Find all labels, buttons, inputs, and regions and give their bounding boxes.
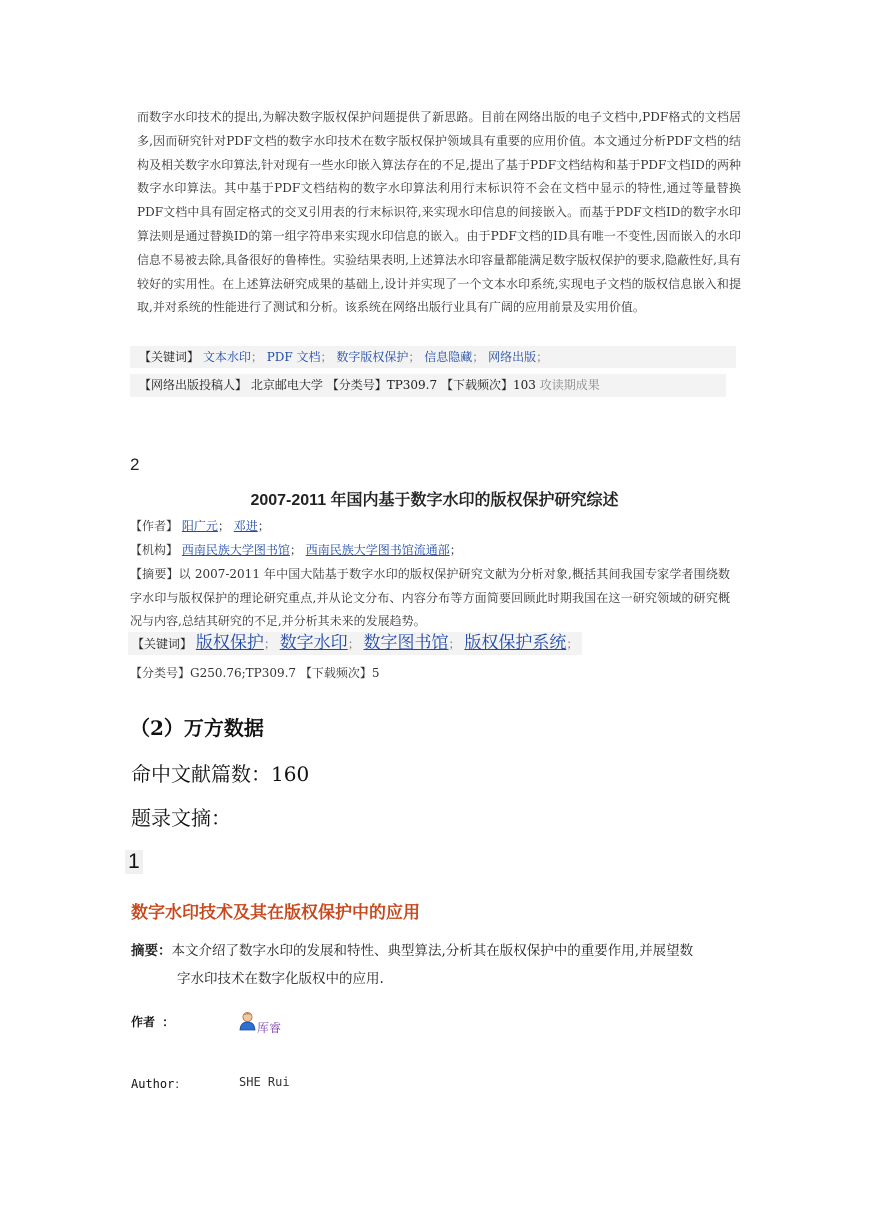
item-number: 1 [125,850,143,874]
paper-title-link[interactable]: 数字水印技术及其在版权保护中的应用 [131,903,420,923]
keyword-link[interactable]: 数字图书馆 [363,633,449,653]
hit-count: 命中文献篇数：160 [131,762,310,786]
abstract-block [130,563,730,634]
person-icon [239,1011,256,1031]
keyword-link[interactable]: 文本水印 [202,350,251,364]
paper-title: 2007-2011 年国内基于数字水印的版权保护研究综述 [250,492,619,509]
class-value: G250.76;TP309.7 [190,666,297,680]
abstract-text: 以 2007-2011 年中国大陆基于数字水印的版权保护研究文献为分析对象,概括其间我国专家学者围绕数字水印与版权保护的理论研究重点,并从论文分布、内容分布等方面简要回顾此时期我国在这一研究领域的研究概况与内容,总结其研究的不足,并分析其未来的发展趋势。 [130,567,730,628]
section-heading: （2）万方数据 [130,716,264,740]
abstract-line: 本文介绍了数字水印的发展和特性、典型算法,分析其在版权保护中的重要作用,并展望数 [171,943,694,959]
keyword-link[interactable]: 版权保护 [195,633,264,653]
keywords-label: 【关键词】 [139,350,200,364]
keywords-label: 【关键词】 [132,637,193,651]
keyword-link[interactable]: 信息隐藏 [424,350,473,364]
submitter-label: 【网络出版投稿人】 [139,378,248,392]
keywords-bar: 【关键词】 版权保护； 数字水印； 数字图书馆； 版权保护系统； [128,632,582,655]
downloads-value: 5 [371,666,380,680]
author-link[interactable]: 阳广元 [181,519,218,533]
author-label: 【作者】 [130,519,179,533]
downloads-label: 【下载频次】 [299,666,372,680]
author-link[interactable]: 厍睿 [257,1021,282,1035]
class-value: TP309.7 [386,378,438,392]
author-label: 作者 ： [131,1015,175,1029]
author-line: 【作者】 阳广元； 邓进； [130,519,270,533]
author-en-value: SHE Rui [239,1075,290,1089]
abstract-list-label: 题录文摘： [131,806,231,830]
downloads-value: 103 [512,378,536,392]
related-link[interactable]: 攻读期成果 [539,378,600,392]
keyword-link[interactable]: 网络出版 [488,350,537,364]
org-link[interactable]: 西南民族大学图书馆 [181,543,290,557]
author-link[interactable]: 邓进 [233,519,258,533]
org-link[interactable]: 西南民族大学图书馆流通部 [305,543,450,557]
class-line [130,664,380,681]
keyword-link[interactable]: 版权保护系统 [464,633,567,653]
abstract-label: 摘要： [131,943,172,959]
item-number: 2 [130,455,140,474]
abstract-label: 【摘要】 [130,567,179,581]
org-line: 【机构】 西南民族大学图书馆； 西南民族大学图书馆流通部； [130,543,462,557]
abstract-paragraph: 而数字水印技术的提出,为解决数字版权保护问题提供了新思路。目前在网络出版的电子文档中,PDF格式的文档居多,因而研究针对PDF文档的数字水印技术在数字版权保护领域具有重要的应用价值。本文通过分析PDF文档的结构及相关数字水印算法,针对现有一些水印嵌入算法存在的不足,提出了基于PDF文档结构和基于PDF文档ID的两种数字水印算法。其中基于PDF文档结构的数字水印算法利用行末标识符不会在文档中显示的特性,通过等量替换PDF文档中具有固定格式的交叉引用表的行末标识符,来实现水印信息的间接嵌入。而基于PDF文档ID的数字水印算法则是通过替换ID的第一组字符串来实现水印信息的嵌入。由于PDF文档的ID具有唯一不变性,因而嵌入的水印信息不易被去除,具备很好的鲁棒性。实验结果表明,上述算法水印容量都能满足数字版权保护的要求,隐蔽性好,具有较好的实用性。在上述算法研究成果的基础上,设计并实现了一个文本水印系统,实现电子文档的版权信息嵌入和提取,并对系统的性能进行了测试和分析。该系统在网络出版行业具有广阔的应用前景及实用价值。 [137,110,741,315]
author-en-label: Author： [131,1077,187,1091]
keyword-link[interactable]: 数字版权保护 [336,350,409,364]
keywords-bar: 【关键词】 文本水印； PDF 文档； 数字版权保护； 信息隐藏； 网络出版； [130,346,736,368]
downloads-label: 【下载频次】 [440,378,513,392]
meta-bar [130,374,726,397]
keyword-link[interactable]: 数字水印 [279,633,348,653]
keyword-link[interactable]: PDF 文档 [266,350,321,364]
abstract-line: 字水印技术在数字化版权中的应用. [177,971,384,987]
class-label: 【分类号】 [326,378,387,392]
org-label: 【机构】 [130,543,179,557]
class-label: 【分类号】 [130,666,191,680]
submitter-value: 北京邮电大学 [250,378,323,392]
abstract-block [131,937,741,993]
